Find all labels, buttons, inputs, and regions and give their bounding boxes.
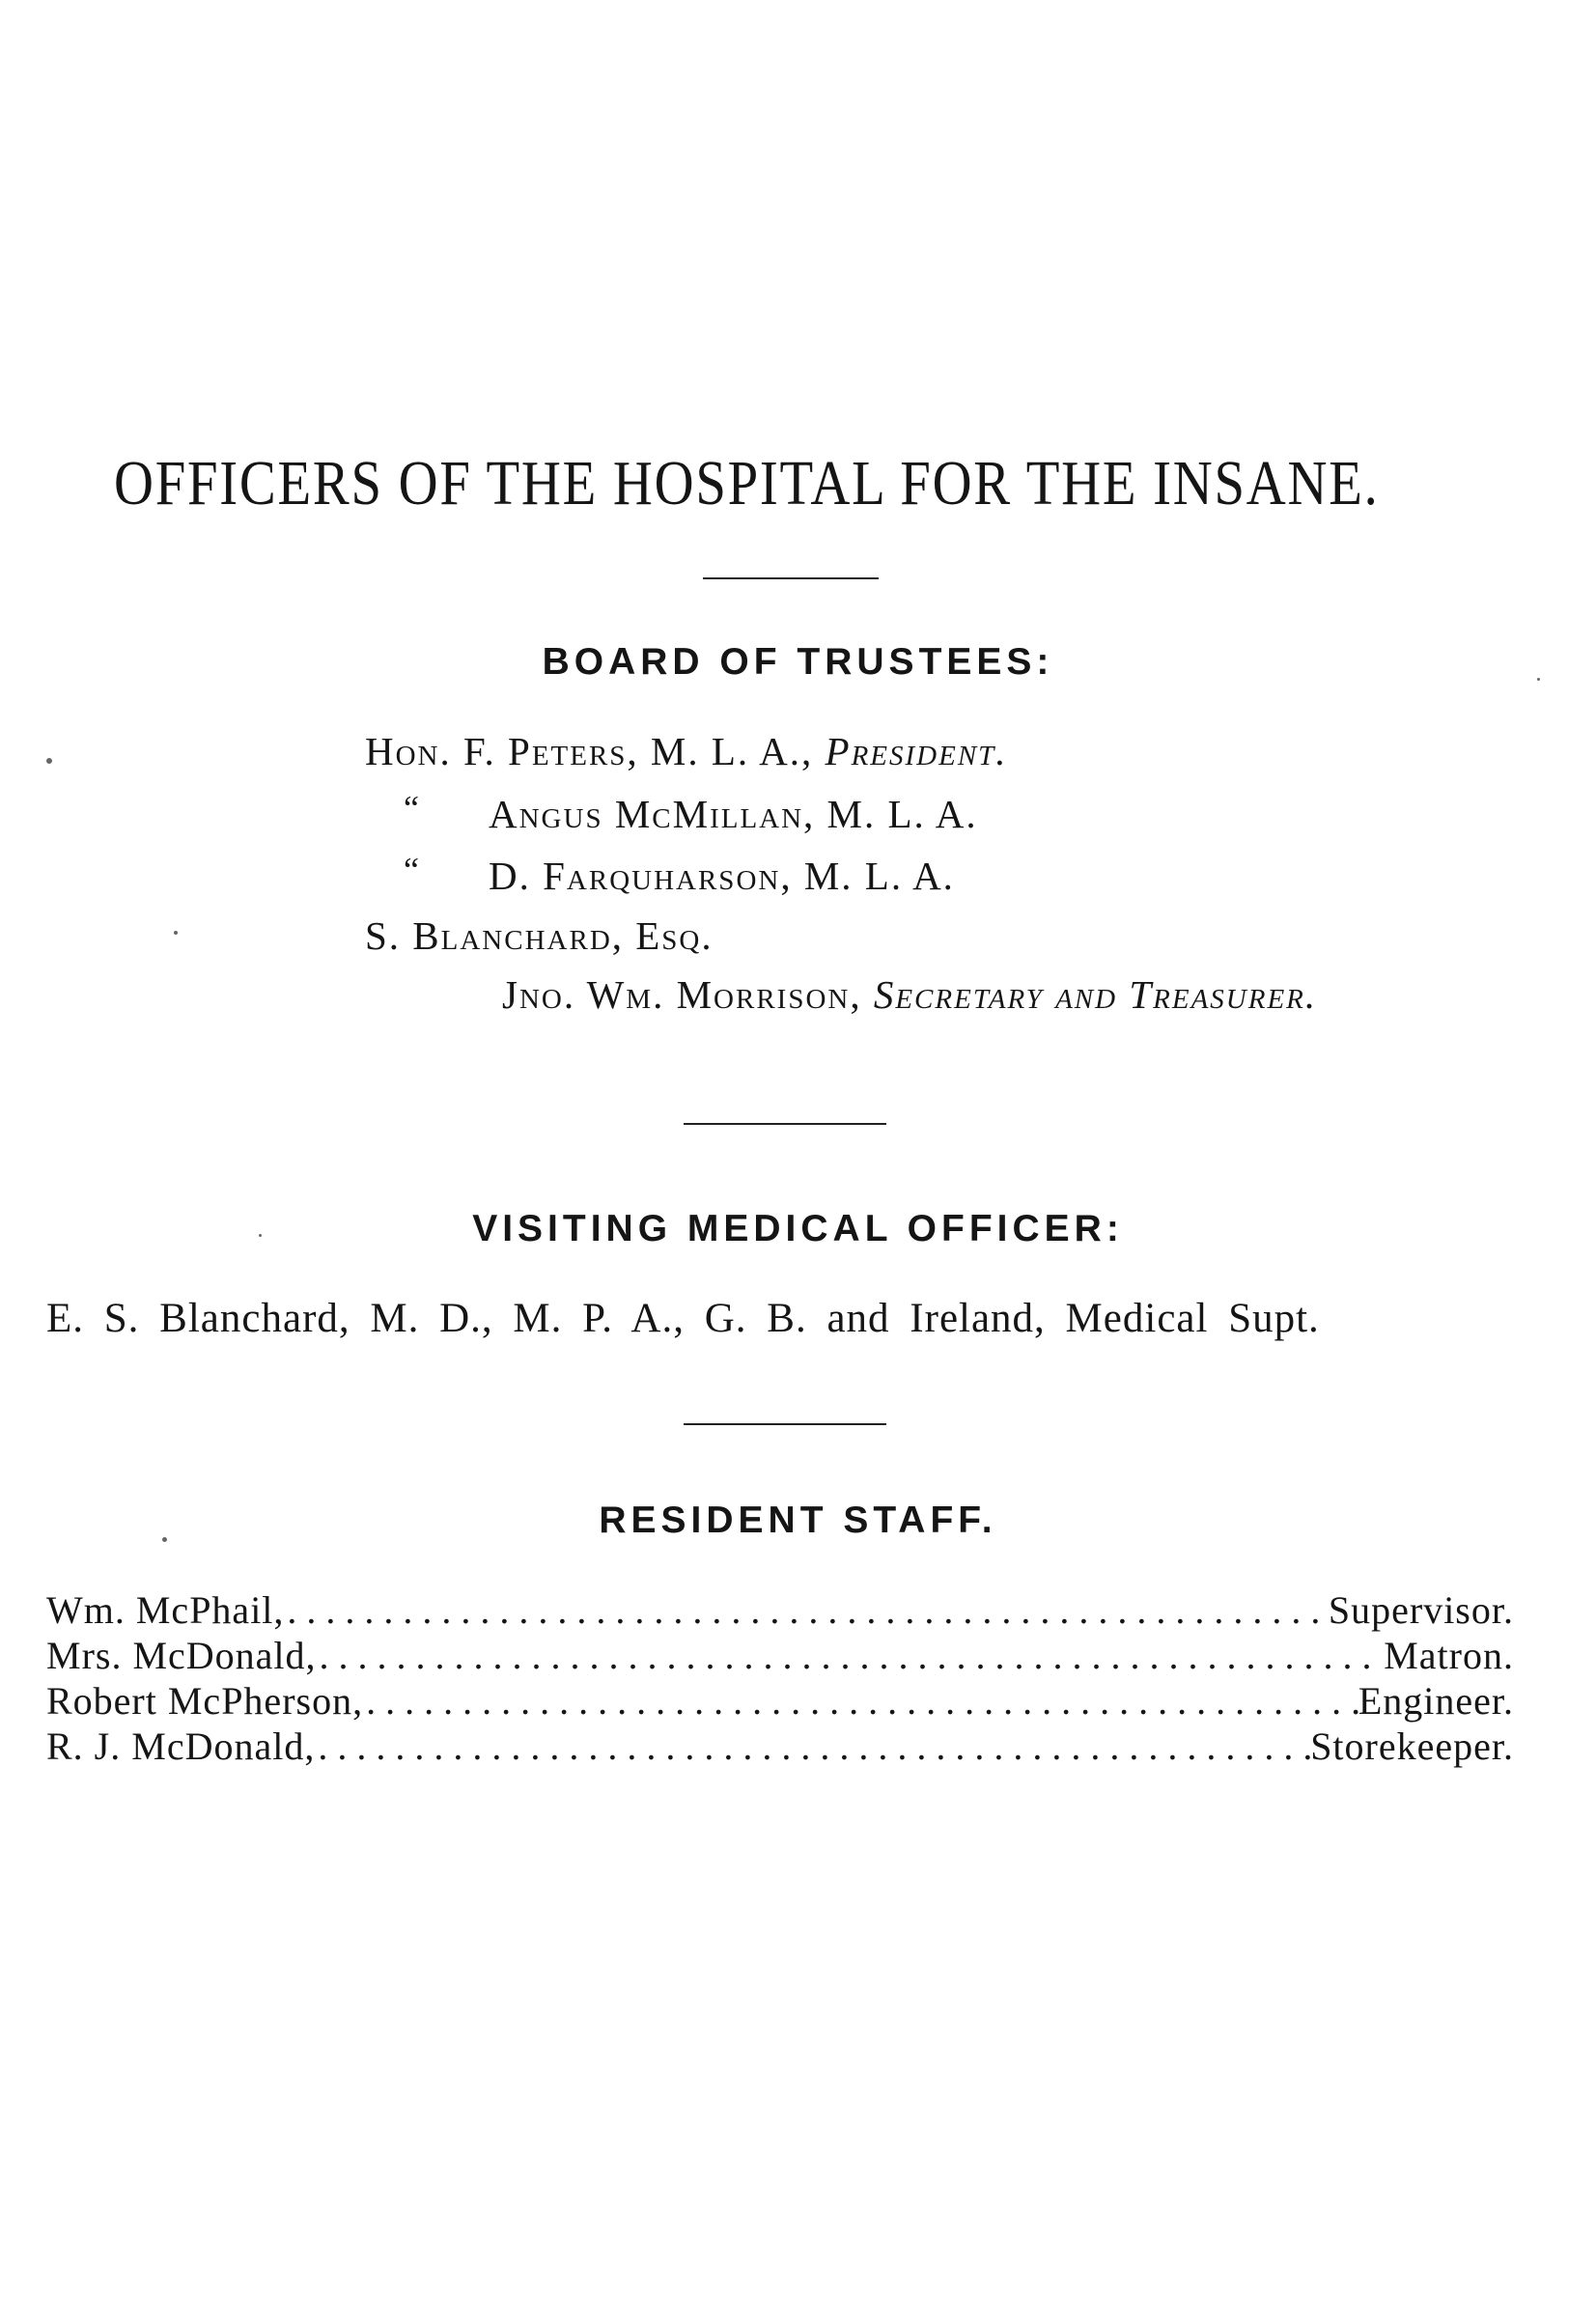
trustee-name: Hon. F. Peters, M. L. A., — [365, 729, 814, 773]
trustee-name: Angus McMillan, M. L. A. — [489, 792, 978, 836]
page-title: OFFICERS OF THE HOSPITAL FOR THE INSANE. — [114, 448, 1380, 519]
print-speck — [1537, 678, 1540, 681]
print-speck — [46, 758, 52, 764]
staff-row — [46, 1587, 1514, 1633]
staff-title: Storekeeper. — [1310, 1724, 1514, 1768]
staff-name: Mrs. McDonald, — [46, 1634, 317, 1677]
leader-dots — [315, 1724, 1310, 1769]
staff-title: Supervisor. — [1328, 1588, 1514, 1632]
staff-name: Robert McPherson, — [46, 1679, 364, 1723]
trustee-name: S. Blanchard, Esq. — [365, 913, 714, 958]
trustee-role: Secretary and Treasurer. — [873, 972, 1318, 1017]
medical-officer: E. S. Blanchard, M. D., M. P. A., G. B. and Ireland, Medical Supt. — [46, 1296, 1320, 1341]
staff-title: Matron. — [1384, 1634, 1514, 1677]
staff-heading: RESIDENT STAFF. — [599, 1500, 997, 1541]
trustee-entry — [404, 791, 978, 834]
trustee-name: Jno. Wm. Morrison, — [502, 972, 862, 1017]
print-speck — [174, 931, 178, 935]
staff-row — [46, 1678, 1514, 1724]
staff-list — [46, 1587, 1514, 1769]
trustee-name: D. Farquharson, M. L. A. — [489, 854, 955, 898]
staff-row — [46, 1633, 1514, 1678]
trustee-entry — [365, 729, 1008, 773]
trustee-role: President. — [825, 729, 1008, 773]
print-speck — [259, 1234, 262, 1237]
ditto-mark: “ — [404, 789, 421, 827]
leader-dots — [363, 1678, 1358, 1724]
divider-rule — [684, 1123, 886, 1125]
board-heading: BOARD OF TRUSTEES: — [542, 641, 1054, 683]
trustee-entry — [502, 972, 1318, 1017]
staff-row — [46, 1724, 1514, 1769]
medical-heading: VISITING MEDICAL OFFICER: — [472, 1208, 1124, 1249]
staff-title: Engineer. — [1358, 1679, 1514, 1723]
staff-name: Wm. McPhail, — [46, 1588, 285, 1632]
staff-name: R. J. McDonald, — [46, 1724, 316, 1768]
divider-rule — [703, 577, 879, 579]
leader-dots — [284, 1587, 1328, 1633]
divider-rule — [684, 1423, 886, 1425]
leader-dots — [317, 1633, 1385, 1678]
ditto-mark: “ — [404, 851, 421, 889]
trustee-entry — [404, 853, 955, 896]
print-speck — [162, 1537, 167, 1542]
trustee-entry — [365, 913, 714, 958]
